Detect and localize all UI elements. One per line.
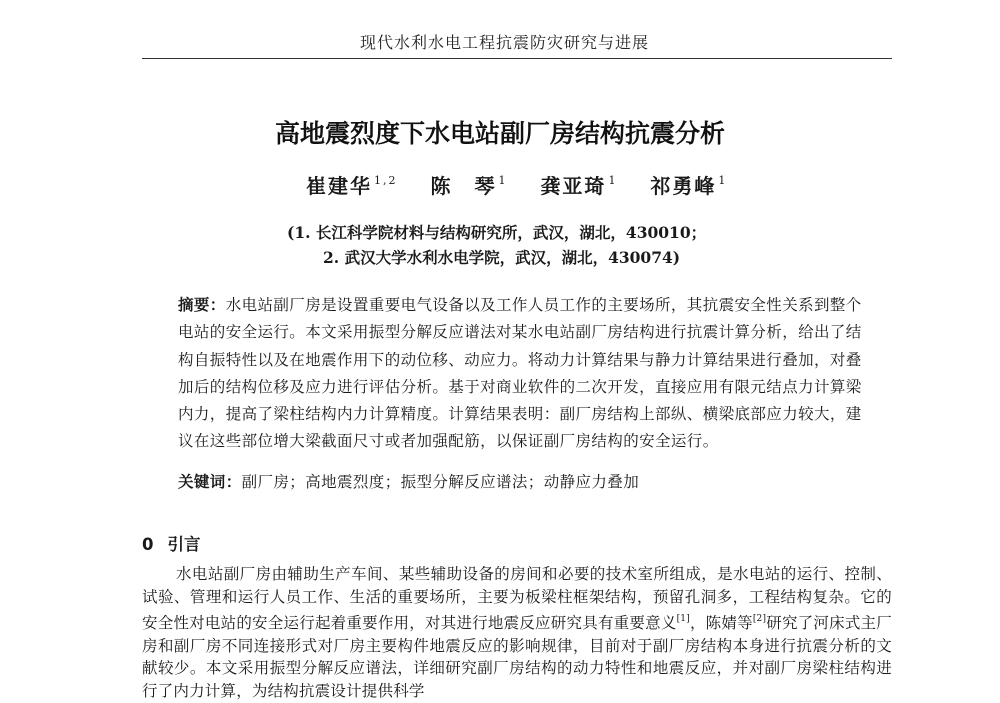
author-affiliation-mark: 1: [498, 174, 508, 187]
section-heading: [142, 531, 200, 555]
abstract-label: 摘要：: [178, 296, 226, 314]
body-text-part: 研究了河床式主厂房和副厂房不同连接形式对厂房主要构件地震反应的影响规律，目前对于副厂房结构本身进行抗震分析的文献较少。本文采用振型分解反应谱法，详细研究副厂房结构的动力特性和地震反应，并对副厂房梁柱结构进行了内力计算，为结构抗震设计提供科学: [142, 614, 892, 700]
author-name: 祁勇峰: [650, 174, 717, 198]
body-text-part: ，陈婧等: [689, 614, 753, 633]
author-name: 龚亚琦: [540, 174, 607, 198]
author: [540, 170, 617, 199]
header-rule: [142, 58, 892, 59]
running-header: 现代水利水电工程抗震防灾研究与进展: [360, 33, 650, 52]
keywords: [178, 470, 639, 492]
author-affiliation-mark: 1: [718, 174, 728, 187]
affiliation-line: 2. 武汉大学水利水电学院，武汉，湖北，430074): [323, 248, 681, 267]
keywords-text: 副厂房；高地震烈度；振型分解反应谱法；动静应力叠加: [241, 473, 640, 491]
paper-title: 高地震烈度下水电站副厂房结构抗震分析: [274, 119, 725, 148]
body-paragraph: [142, 563, 892, 703]
author-list: [306, 170, 753, 199]
affiliation-line: (1. 长江科学院材料与结构研究所，武汉，湖北，430010；: [287, 223, 707, 242]
author: [306, 170, 398, 199]
section-title: 引言: [167, 535, 201, 554]
abstract-text: 水电站副厂房是设置重要电气设备以及工作人员工作的主要场所，其抗震安全性关系到整个电站的安全运行。本文采用振型分解反应谱法对某水电站副厂房结构进行抗震计算分析，给出了结构自振特性以及在地震作用下的动位移、动应力。将动力计算结果与静力计算结果进行叠加，对叠加后的结构位移及应力进行评估分析。基于对商业软件的二次开发，直接应用有限元结点力计算梁内力，提高了梁柱结构内力计算精度。计算结果表明：副厂房结构上部纵、横梁底部应力较大，建议在这些部位增大梁截面尺寸或者加强配筋，以保证副厂房结构的安全运行。: [178, 296, 862, 451]
author-name: 崔建华: [306, 174, 372, 198]
citation-ref: [2]: [752, 614, 767, 625]
section-number: 0: [142, 535, 154, 554]
author-name: 陈 琴: [430, 174, 497, 198]
keywords-label: 关键词：: [178, 473, 242, 491]
body-text-part: 水电站副厂房由辅助生产车间、某些辅助设备的房间和必要的技术室所组成，是水电站的运行、控制、试验、管理和运行人员工作、生活的重要场所，主要为板梁柱框架结构，预留孔洞多，工程结构复杂。它的安全性对电站的安全运行起着重要作用，对其进行地震反应研究具有重要意义: [142, 565, 892, 633]
author: [650, 170, 727, 199]
citation-ref: [1]: [676, 614, 690, 625]
abstract: [178, 292, 864, 456]
author: [430, 170, 507, 199]
author-affiliation-mark: 1,2: [374, 174, 398, 187]
author-affiliation-mark: 1: [608, 174, 618, 187]
